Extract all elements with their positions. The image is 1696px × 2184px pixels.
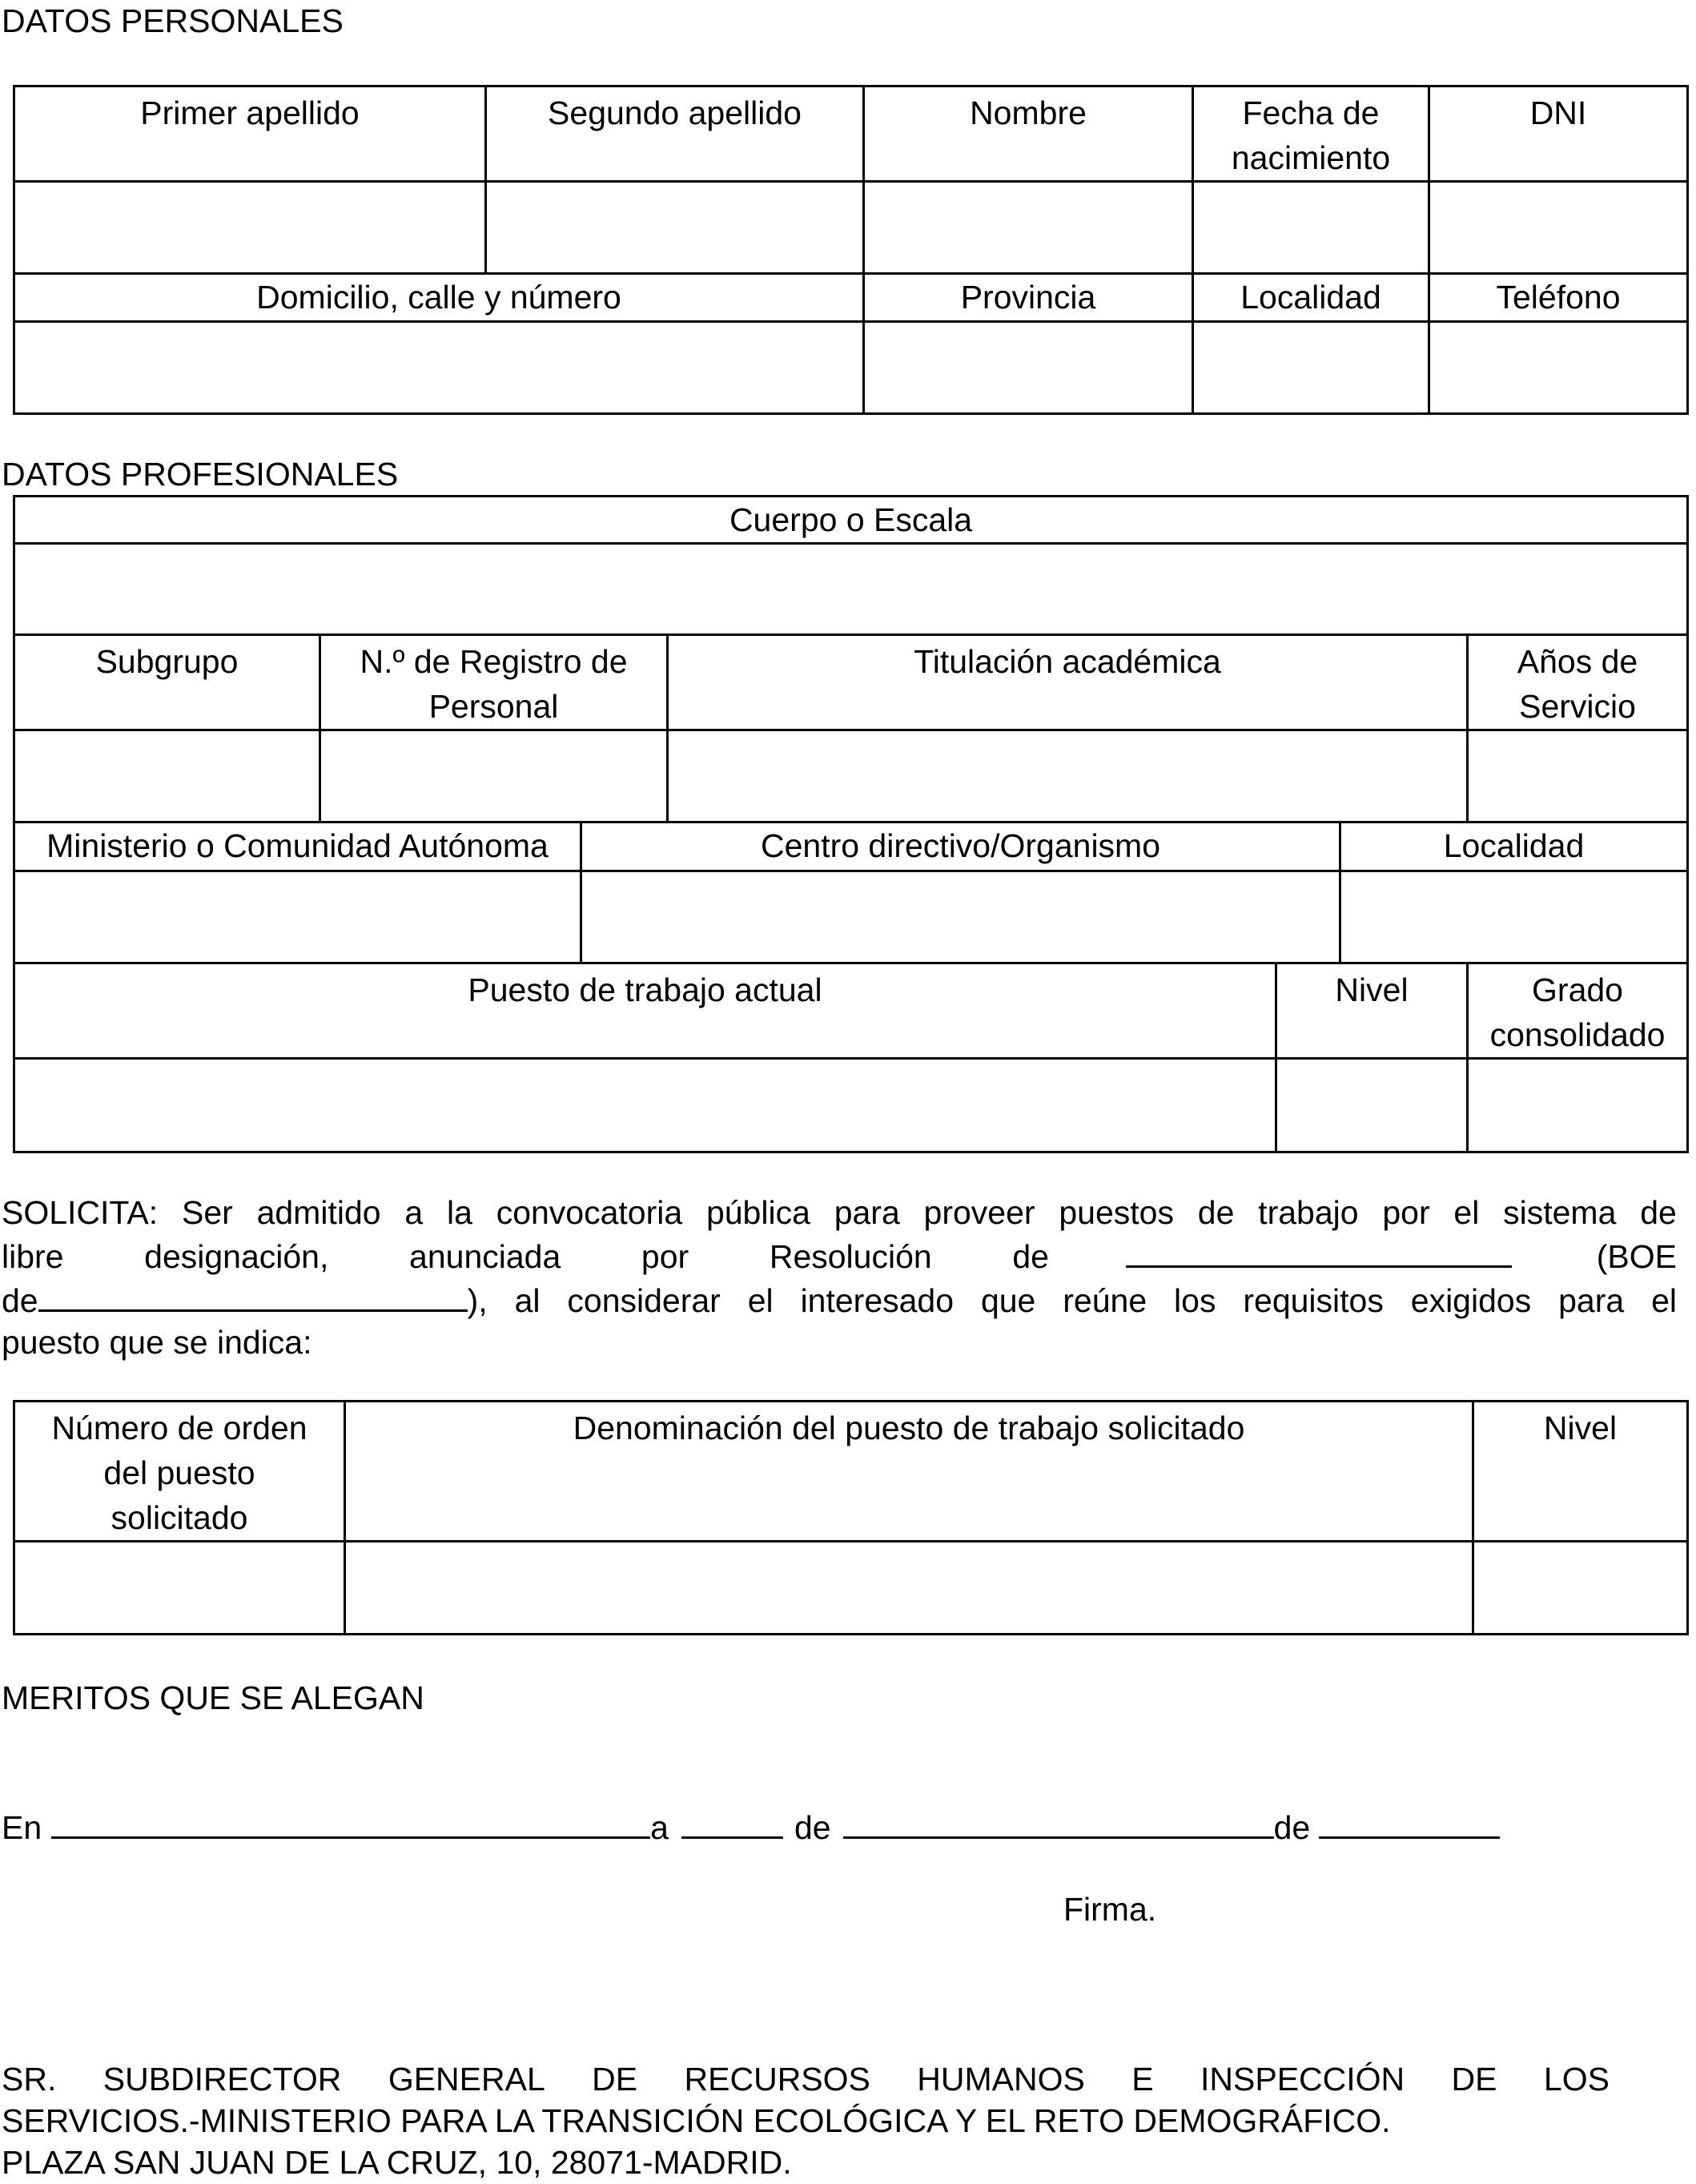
field-dni[interactable] bbox=[1429, 182, 1688, 274]
place-blank[interactable] bbox=[51, 1804, 650, 1839]
de-label-2: de bbox=[1273, 1809, 1311, 1846]
solicita-word: que bbox=[980, 1282, 1036, 1319]
field-primer-apellido[interactable] bbox=[14, 182, 486, 274]
solicita-word: a bbox=[404, 1194, 424, 1231]
section-heading-merits: MERITOS QUE SE ALEGAN bbox=[2, 1679, 424, 1716]
solicita-word: trabajo bbox=[1258, 1194, 1359, 1231]
solicita-word: SOLICITA: bbox=[2, 1194, 159, 1231]
solicita-word: pública bbox=[705, 1194, 810, 1231]
section-heading-professional: DATOS PROFESIONALES bbox=[2, 456, 399, 493]
solicita-word: de bbox=[1197, 1194, 1235, 1231]
solicita-word: sistema bbox=[1503, 1194, 1617, 1231]
header-titulacion: Titulación académica bbox=[668, 635, 1468, 730]
solicita-word: considerar bbox=[567, 1282, 721, 1319]
solicita-paragraph bbox=[2, 1192, 1677, 1363]
solicita-word: Ser bbox=[181, 1194, 233, 1231]
field-numero-orden[interactable] bbox=[14, 1542, 345, 1635]
field-provincia[interactable] bbox=[864, 322, 1193, 414]
header-subgrupo: Subgrupo bbox=[14, 635, 320, 730]
boe-open-label: (BOE bbox=[1596, 1238, 1677, 1275]
field-ministerio[interactable] bbox=[14, 871, 581, 963]
place-date-line bbox=[2, 1804, 1500, 1848]
address-word: DE bbox=[1451, 2061, 1497, 2098]
header-registro-personal: N.º de Registro de Personal bbox=[320, 635, 668, 730]
address-word: HUMANOS bbox=[917, 2061, 1085, 2098]
field-segundo-apellido[interactable] bbox=[486, 182, 864, 274]
field-nombre[interactable] bbox=[864, 182, 1193, 274]
header-nivel-solicitado: Nivel bbox=[1473, 1402, 1688, 1542]
header-denominacion-puesto: Denominación del puesto de trabajo solicitado bbox=[345, 1402, 1473, 1542]
header-domicilio: Domicilio, calle y número bbox=[14, 274, 864, 322]
address-word: RECURSOS bbox=[684, 2061, 870, 2098]
day-blank[interactable] bbox=[681, 1804, 783, 1839]
solicita-word: proveer bbox=[923, 1194, 1035, 1231]
solicita-word: ), bbox=[467, 1282, 488, 1319]
firma-label: Firma. bbox=[1063, 1891, 1157, 1928]
header-localidad: Localidad bbox=[1193, 274, 1429, 322]
a-label: a bbox=[650, 1809, 669, 1846]
header-localidad-profesional: Localidad bbox=[1340, 823, 1688, 871]
solicita-word: por bbox=[1382, 1194, 1430, 1231]
solicita-word: interesado bbox=[800, 1282, 955, 1319]
header-ministerio: Ministerio o Comunidad Autónoma bbox=[14, 823, 581, 871]
address-word: LOS bbox=[1543, 2061, 1610, 2098]
address-line-1 bbox=[2, 2058, 1610, 2100]
header-centro-directivo: Centro directivo/Organismo bbox=[581, 823, 1340, 871]
section-heading-personal: DATOS PERSONALES bbox=[2, 2, 344, 39]
header-anos-servicio: Años de Servicio bbox=[1468, 635, 1688, 730]
solicita-word: admitido bbox=[256, 1194, 381, 1231]
field-nivel[interactable] bbox=[1276, 1059, 1468, 1152]
field-registro-personal[interactable] bbox=[320, 730, 668, 823]
solicita-line-1 bbox=[2, 1192, 1677, 1233]
header-puesto-actual: Puesto de trabajo actual bbox=[14, 963, 1276, 1059]
solicita-word: la bbox=[446, 1194, 472, 1231]
month-blank[interactable] bbox=[843, 1804, 1274, 1839]
solicita-line-4: puesto que se indica: bbox=[2, 1324, 312, 1361]
solicita-word: convocatoria bbox=[496, 1194, 683, 1231]
header-nivel: Nivel bbox=[1276, 963, 1468, 1059]
boe-de-label: de bbox=[2, 1282, 38, 1319]
solicita-word: el bbox=[1651, 1282, 1677, 1319]
header-cuerpo-escala: Cuerpo o Escala bbox=[14, 497, 1688, 544]
solicita-word: libre bbox=[2, 1238, 64, 1275]
header-primer-apellido: Primer apellido bbox=[14, 86, 486, 182]
address-word: GENERAL bbox=[388, 2061, 545, 2098]
requested-position-table bbox=[13, 1400, 1689, 1635]
solicita-word: para bbox=[834, 1194, 900, 1231]
en-label: En bbox=[2, 1809, 42, 1846]
field-localidad-profesional[interactable] bbox=[1340, 871, 1688, 963]
year-blank[interactable] bbox=[1319, 1804, 1500, 1839]
resolucion-date-blank[interactable] bbox=[1126, 1233, 1512, 1268]
header-grado-consolidado: Grado consolidado bbox=[1468, 963, 1688, 1059]
header-segundo-apellido: Segundo apellido bbox=[486, 86, 864, 182]
address-word: DE bbox=[592, 2061, 638, 2098]
field-titulacion[interactable] bbox=[668, 730, 1468, 823]
solicita-word: el bbox=[747, 1282, 774, 1319]
address-line-2: SERVICIOS.-MINISTERIO PARA LA TRANSICIÓN ECOLÓGICA Y EL RETO DEMOGRÁFICO. bbox=[2, 2102, 1391, 2139]
field-domicilio[interactable] bbox=[14, 322, 864, 414]
solicita-word: para bbox=[1558, 1282, 1625, 1319]
header-telefono: Teléfono bbox=[1429, 274, 1688, 322]
solicita-word: los bbox=[1174, 1282, 1216, 1319]
field-telefono[interactable] bbox=[1429, 322, 1688, 414]
address-word: SUBDIRECTOR bbox=[102, 2061, 342, 2098]
address-word: E bbox=[1131, 2061, 1154, 2098]
solicita-word: de bbox=[1640, 1194, 1677, 1231]
solicita-word: anunciada bbox=[409, 1238, 561, 1275]
address-block bbox=[2, 2058, 1610, 2183]
solicita-word: Resolución bbox=[769, 1238, 932, 1275]
field-denominacion-puesto[interactable] bbox=[345, 1542, 1473, 1635]
solicita-word: requisitos bbox=[1243, 1282, 1384, 1319]
header-dni: DNI bbox=[1429, 86, 1688, 182]
solicita-word: exigidos bbox=[1410, 1282, 1532, 1319]
address-line-3: PLAZA SAN JUAN DE LA CRUZ, 10, 28071-MADRID. bbox=[2, 2144, 792, 2181]
address-word: INSPECCIÓN bbox=[1200, 2061, 1405, 2098]
field-fecha-nacimiento[interactable] bbox=[1193, 182, 1429, 274]
boe-date-blank[interactable] bbox=[38, 1277, 468, 1312]
header-nombre: Nombre bbox=[864, 86, 1193, 182]
personal-data-table bbox=[13, 85, 1689, 415]
solicita-line-3 bbox=[2, 1277, 1677, 1321]
field-cuerpo-escala[interactable] bbox=[14, 544, 1688, 635]
solicita-word: reúne bbox=[1063, 1282, 1147, 1319]
field-grado-consolidado[interactable] bbox=[1468, 1059, 1688, 1152]
field-nivel-solicitado[interactable] bbox=[1473, 1542, 1688, 1635]
de-label-1: de bbox=[794, 1809, 831, 1846]
solicita-line-2 bbox=[2, 1233, 1677, 1277]
header-provincia: Provincia bbox=[864, 274, 1193, 322]
field-subgrupo[interactable] bbox=[14, 730, 320, 823]
solicita-word: el bbox=[1453, 1194, 1480, 1231]
header-fecha-nacimiento: Fecha de nacimiento bbox=[1193, 86, 1429, 182]
field-centro-directivo[interactable] bbox=[581, 871, 1340, 963]
professional-data-table bbox=[13, 495, 1689, 1153]
solicita-word: al bbox=[514, 1282, 541, 1319]
address-word: SR. bbox=[2, 2061, 57, 2098]
field-anos-servicio[interactable] bbox=[1468, 730, 1688, 823]
solicita-word: designación, bbox=[144, 1238, 329, 1275]
solicita-word: puestos bbox=[1059, 1194, 1174, 1231]
solicita-word: de bbox=[1012, 1238, 1049, 1275]
header-numero-orden: Número de orden del puesto solicitado bbox=[14, 1402, 345, 1542]
field-localidad[interactable] bbox=[1193, 322, 1429, 414]
solicita-word: por bbox=[641, 1238, 689, 1275]
field-puesto-actual[interactable] bbox=[14, 1059, 1276, 1152]
